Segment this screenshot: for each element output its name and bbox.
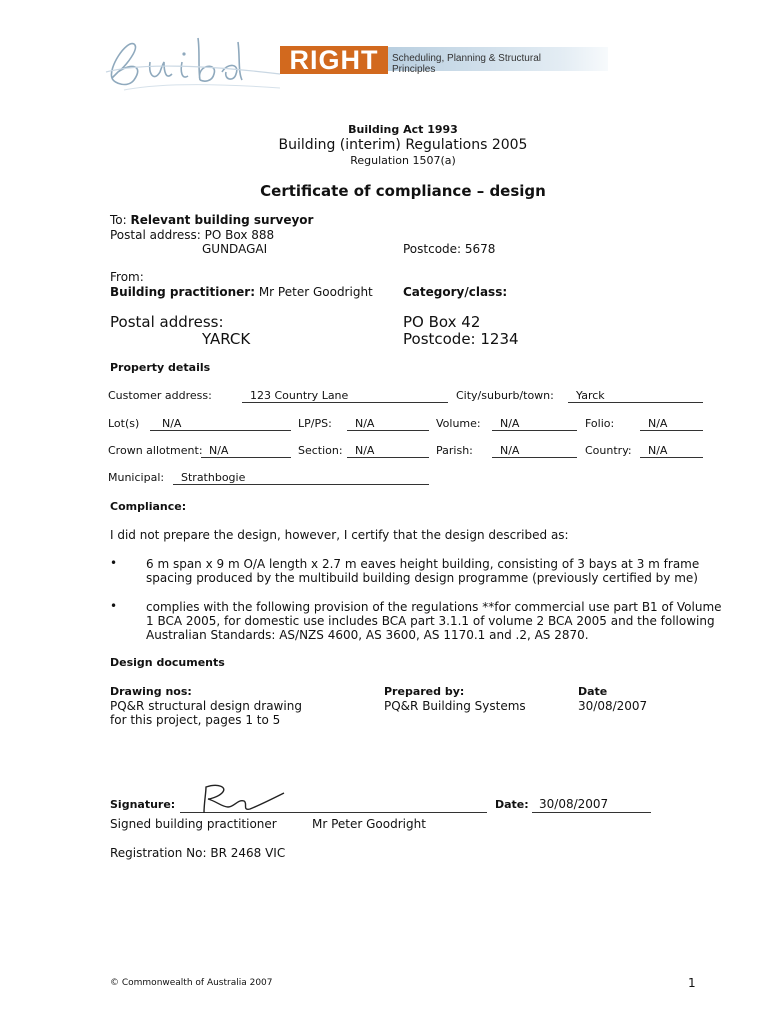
date-value: 30/08/2007: [578, 699, 648, 713]
volume-line: [492, 430, 577, 431]
signed-name: Mr Peter Goodright: [312, 817, 426, 831]
from-town: YARCK: [202, 330, 251, 348]
signature-date-label: Date:: [495, 798, 529, 811]
regulations-title: Building (interim) Regulations 2005: [278, 137, 528, 153]
volume-label: Volume:: [436, 417, 481, 430]
lpps-value: N/A: [355, 417, 375, 430]
prepared-label: Prepared by:: [384, 685, 465, 698]
section-value: N/A: [355, 444, 375, 457]
buildright-logo: [104, 32, 544, 98]
compliance-bullet-2-line-2: 1 BCA 2005, for domestic use includes BCA part 3.1.1 of volume 2 BCA 2005 and the following: [146, 614, 715, 628]
folio-label: Folio:: [585, 417, 615, 430]
to-postal: [110, 228, 274, 242]
signed-label: Signed building practitioner: [110, 817, 277, 831]
bullet-marker: •: [110, 556, 118, 570]
act-title: Building Act 1993: [348, 123, 458, 136]
customer-address-line: [242, 402, 448, 403]
lpps-label: LP/PS:: [298, 417, 332, 430]
practitioner-name: Mr Peter Goodright: [258, 285, 373, 299]
to-postal-label: Postal address:: [110, 228, 201, 242]
compliance-bullet-2-line-1: complies with the following provision of the regulations **for commercial use part B1 of Volume: [146, 600, 722, 614]
date-label: Date: [578, 685, 608, 698]
country-line: [640, 457, 703, 458]
registration-number: Registration No: BR 2468 VIC: [110, 846, 286, 860]
parish-line: [492, 457, 577, 458]
from-postal-label: Postal address:: [110, 313, 224, 331]
compliance-bullet-1-line-1: 6 m span x 9 m O/A length x 2.7 m eaves height building, consisting of 3 bays at 3 m frame: [146, 557, 700, 571]
lpps-line: [347, 430, 429, 431]
country-value: N/A: [648, 444, 668, 457]
to-line: [110, 213, 313, 227]
logo-tagline: Scheduling, Planning & Structural Principles: [392, 53, 541, 75]
to-recipient: Relevant building surveyor: [130, 213, 314, 227]
country-label: Country:: [585, 444, 632, 457]
municipal-label: Municipal:: [108, 471, 165, 484]
from-po-box: PO Box 42: [403, 313, 481, 331]
page-title: Certificate of compliance – design: [260, 182, 546, 200]
municipal-line: [173, 484, 429, 485]
from-postcode: Postcode: 1234: [403, 330, 519, 348]
practitioner-label: Building practitioner:: [110, 285, 255, 299]
page-number: 1: [688, 976, 696, 990]
drawing-label: Drawing nos:: [110, 685, 192, 698]
crown-value: N/A: [209, 444, 229, 457]
to-postal-value: PO Box 888: [204, 228, 275, 242]
compliance-heading: Compliance:: [110, 500, 187, 513]
customer-address-label: Customer address:: [108, 389, 212, 402]
drawing-line-2: for this project, pages 1 to 5: [110, 713, 281, 727]
city-value: Yarck: [576, 389, 605, 402]
lots-value: N/A: [162, 417, 182, 430]
prepared-value: PQ&R Building Systems: [384, 699, 526, 713]
lots-label: Lot(s): [108, 417, 140, 430]
lots-line: [150, 430, 291, 431]
city-label: City/suburb/town:: [456, 389, 554, 402]
crown-line: [201, 457, 291, 458]
section-label: Section:: [298, 444, 343, 457]
to-postcode: Postcode: 5678: [403, 242, 496, 256]
from-practitioner: [110, 285, 373, 299]
compliance-bullet-2-line-3: Australian Standards: AS/NZS 4600, AS 3600, AS 1170.1 and .2, AS 2870.: [146, 628, 589, 642]
folio-value: N/A: [648, 417, 668, 430]
volume-value: N/A: [500, 417, 520, 430]
signature-date-value: 30/08/2007: [539, 797, 609, 811]
signature-label: Signature:: [110, 798, 176, 811]
folio-line: [640, 430, 703, 431]
customer-address-value: 123 Country Lane: [250, 389, 349, 402]
footer-copyright: © Commonwealth of Australia 2007: [110, 978, 273, 988]
logo-script-art: [104, 32, 284, 98]
crown-label: Crown allotment:: [108, 444, 203, 457]
parish-label: Parish:: [436, 444, 473, 457]
compliance-bullet-1-line-2: spacing produced by the multibuild building design programme (previously certified by me): [146, 571, 698, 585]
regulation-number: Regulation 1507(a): [350, 154, 456, 167]
parish-value: N/A: [500, 444, 520, 457]
category-label: Category/class:: [403, 285, 508, 299]
municipal-value: Strathbogie: [181, 471, 246, 484]
city-line: [568, 402, 703, 403]
logo-brand: RIGHT: [280, 46, 388, 74]
compliance-intro: I did not prepare the design, however, I certify that the design described as:: [110, 528, 569, 542]
property-heading: Property details: [110, 361, 211, 374]
from-label: From:: [110, 270, 144, 284]
drawing-line-1: PQ&R structural design drawing: [110, 699, 302, 713]
bullet-marker: •: [110, 599, 118, 613]
signature-mark: [198, 783, 298, 817]
to-label: To:: [110, 213, 127, 227]
signature-date-line: [532, 812, 651, 813]
design-docs-heading: Design documents: [110, 656, 225, 669]
section-line: [347, 457, 429, 458]
to-town: GUNDAGAI: [202, 242, 268, 256]
